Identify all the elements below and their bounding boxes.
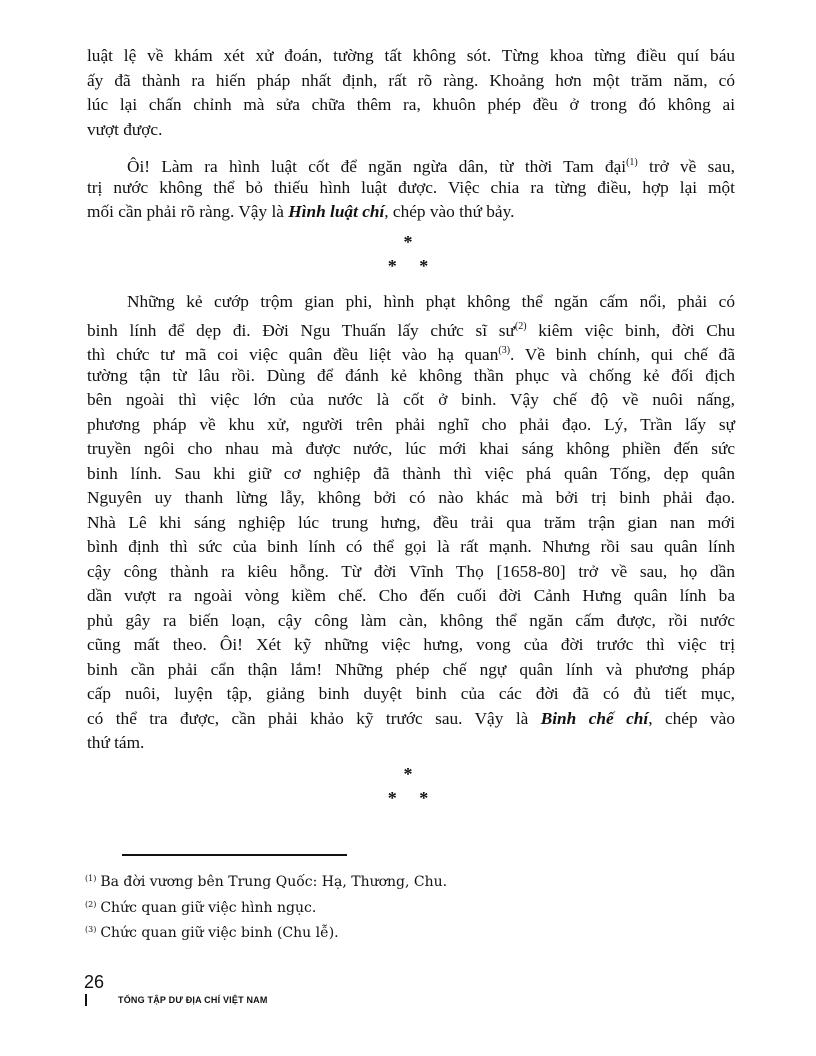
text-segment: binh lính để dẹp đi. Đời Ngu Thuấn lấy chức sĩ sư — [87, 320, 515, 340]
footnotes — [85, 868, 447, 945]
text-line — [87, 176, 735, 201]
footnote-mark: (3) — [85, 925, 97, 934]
text-line — [87, 437, 735, 462]
text-segment: kiêm việc binh, đời Chu — [526, 320, 735, 340]
text-segment: trở về sau, — [637, 157, 735, 176]
footnote-text: Chức quan giữ việc hình ngục. — [100, 899, 317, 916]
text-segment: có thể tra được, cần phải khảo kỹ trước sau. Vậy là — [87, 708, 541, 728]
footnote-reference: (3) — [498, 345, 511, 356]
text-segment: lúc lại chấn chỉnh mà sửa chữa thêm ra, khuôn phép đều ở trong đó không ai — [87, 95, 735, 114]
text-line — [87, 388, 735, 413]
text-segment: phương pháp về khu xử, người trên phải nghĩ cho phải đạo. Lý, Trần lấy sự — [87, 414, 735, 434]
text-line — [87, 315, 735, 340]
text-line — [87, 535, 735, 560]
separator-stars-bottom: * * — [387, 788, 429, 808]
text-line — [87, 413, 735, 438]
paragraph-1 — [87, 44, 735, 142]
text-line — [87, 290, 735, 315]
separator-star-top: * — [403, 232, 413, 252]
text-segment: tường tận từ lâu rồi. Dùng để đánh kẻ không thần phục và chống kẻ đối địch — [87, 365, 735, 385]
text-segment: binh lính. Sau khi giữ cơ nghiệp đã thành thì việc phá quân Tống, dẹp quân — [87, 463, 735, 483]
text-segment: vượt được. — [87, 119, 163, 139]
text-line — [87, 658, 735, 683]
text-segment: bên ngoài thì việc lớn của nước là cốt ở binh. Vậy chế độ về nuôi nấng, — [87, 390, 735, 409]
paragraph-2 — [87, 151, 735, 225]
text-segment: bình định thì sức của binh lính có thể gọi là rất mạnh. Nhưng rồi sau quân lính — [87, 537, 735, 556]
text-line — [87, 731, 735, 756]
text-line — [87, 69, 735, 94]
running-footer: TỔNG TẬP DƯ ĐỊA CHÍ VIỆT NAM — [118, 995, 268, 1005]
text-segment: , chép vào — [648, 708, 735, 728]
footer-bar — [85, 994, 87, 1006]
text-segment: , chép vào thứ bảy. — [384, 202, 515, 221]
paragraph-3 — [87, 290, 735, 756]
footnote-mark: (1) — [85, 874, 97, 883]
text-segment: thì chức tư mã coi việc quân đều liệt vào hạ quan — [87, 345, 499, 364]
text-segment: binh cần phải cẩn thận lắm! Những phép chế ngự quân lính và phương pháp — [87, 659, 735, 679]
footnote-text: Ba đời vương bên Trung Quốc: Hạ, Thương, Chu. — [100, 874, 448, 890]
text-segment: cấp nuôi, luyện tập, giảng binh duyệt binh của các đời đã có đủ tiết mục, — [87, 684, 735, 703]
section-title: Binh chế chí — [540, 708, 649, 728]
page-number: 26 — [84, 972, 105, 992]
text-line — [87, 584, 735, 609]
text-line — [87, 560, 735, 585]
footnote-3 — [85, 919, 447, 945]
section-title: Hình luật chí — [288, 202, 385, 221]
text-segment: Nguyên uy thanh lừng lẫy, không bởi có nào khác mà bởi trị binh phải đạo. — [87, 488, 735, 507]
footnote-2 — [85, 894, 447, 920]
text-segment: trị nước không thể bỏ thiếu hình luật được. Việc chia ra từng điều, hợp lại một — [87, 177, 735, 197]
text-line — [87, 462, 735, 487]
text-segment: Những kẻ cướp trộm gian phi, hình phạt không thể ngăn cấm nổi, phải có — [127, 292, 735, 311]
text-line — [87, 339, 735, 364]
text-segment: cậy công thành ra kiêu hỗng. Từ đời Vĩnh Thọ [1658-80] trở về sau, họ dần — [87, 561, 735, 581]
text-segment: Ôi! Làm ra hình luật cốt để ngăn ngừa dân, từ thời Tam đại — [127, 157, 627, 176]
text-segment: luật lệ về khám xét xử đoán, tường tất không sót. Từng khoa từng điều quí báu — [87, 46, 735, 65]
text-segment: cũng mất theo. Ôi! Xét kỹ những việc hưng, vong của đời trước thì việc trị — [87, 635, 735, 654]
text-line — [87, 609, 735, 634]
footnote-mark: (2) — [85, 899, 97, 909]
text-segment: dần vượt ra ngoài vòng kiềm chế. Cho đến cuối đời Cảnh Hưng quân lính ba — [87, 586, 735, 605]
text-segment: . Về binh chính, qui chế đã — [510, 345, 735, 364]
text-line — [87, 151, 735, 176]
text-line — [87, 486, 735, 511]
text-segment: truyền ngôi cho nhau mà được nước, lúc mới khai sáng không phiền đến sức — [87, 439, 735, 458]
text-line — [87, 682, 735, 707]
text-line — [87, 118, 735, 143]
text-line — [87, 633, 735, 658]
footnote-text: Chức quan giữ việc binh (Chu lễ). — [100, 925, 339, 941]
text-line — [87, 93, 735, 118]
separator-star-top: * — [403, 764, 413, 784]
text-line — [87, 511, 735, 536]
footnote-reference: (2) — [514, 320, 527, 332]
section-separator-1 — [0, 230, 816, 278]
text-segment: Nhà Lê khi sáng nghiệp lúc trung hưng, đều trải qua trăm trận gian nan mới — [87, 512, 735, 532]
footnote-divider — [122, 854, 347, 856]
section-separator-2 — [0, 762, 816, 810]
text-segment: ấy đã thành ra hiến pháp nhất định, rất rõ ràng. Khoảng hơn một trăm năm, có — [87, 70, 735, 90]
text-line — [87, 364, 735, 389]
text-segment: mối cần phải rõ ràng. Vậy là — [87, 202, 289, 221]
text-line — [87, 200, 735, 225]
text-line — [87, 707, 735, 732]
text-segment: phủ gây ra biến loạn, cậy công làm càn, không thể ngăn cấm được, rồi nước — [87, 610, 735, 630]
footnote-reference: (1) — [626, 157, 638, 168]
text-segment: thứ tám. — [87, 733, 145, 752]
footnote-1 — [85, 868, 447, 894]
separator-stars-bottom: * * — [387, 256, 429, 276]
text-line — [87, 44, 735, 69]
